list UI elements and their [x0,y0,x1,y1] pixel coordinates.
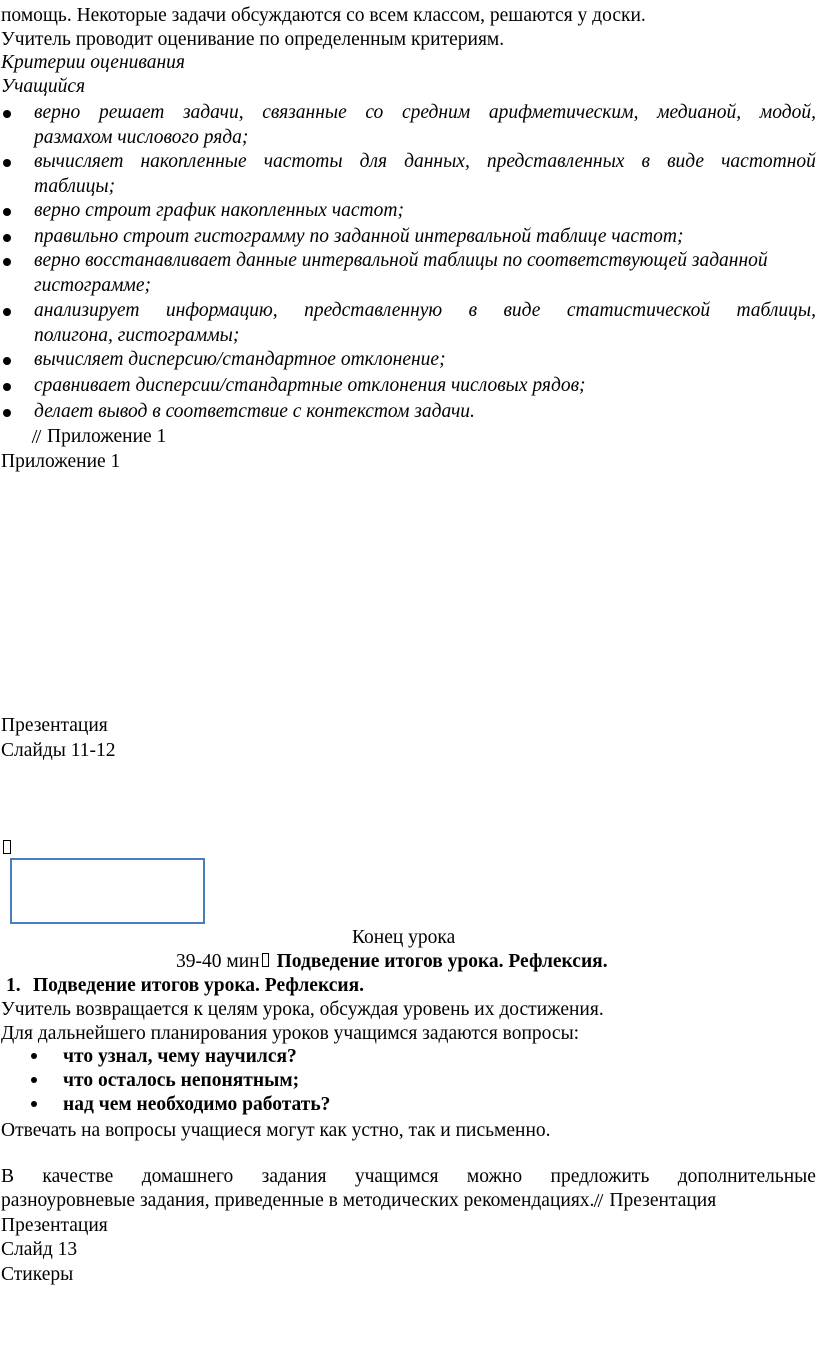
criteria-item [34,347,816,372]
criteria-item-line1: верно восстанавливает данные интервальной таблицы по соответствующей заданной [34,250,768,271]
word: дополнительные [677,1166,816,1187]
word: таблицы, [736,300,816,321]
bullet-icon [31,1077,37,1083]
criteria-item-line2: размахом числового ряда; [34,127,249,148]
word: данных, [404,151,470,172]
empty-textbox [10,858,205,924]
word: задания [261,1166,327,1187]
bullet-icon [3,258,11,266]
word: в [468,300,478,321]
word: верно [34,102,81,123]
word: накопленные [140,151,247,172]
slide-label: Слайд 13 [1,1239,78,1260]
word: статистической [566,300,711,321]
criteria-item-line1 [34,298,816,323]
word: можно [466,1166,523,1187]
word: представленную [304,300,443,321]
bullet-icon [3,159,11,167]
bullet-icon [3,357,11,365]
end-time-row [176,950,608,974]
criteria-item-line1: делает вывод в соответствие с контекстом задачи. [34,401,475,422]
end-title: Конец урока [352,927,456,948]
appendix-link[interactable] [34,425,166,449]
word: представленных [486,151,625,172]
bullet-icon [3,409,11,417]
intro-line-2: Учитель проводит оценивание по определенным критериям. [1,29,505,50]
appendix-link-label[interactable]: Приложение 1 [47,426,167,447]
criteria-item [34,399,816,424]
placeholder-glyph-icon [262,953,269,967]
word: вычисляет [34,151,124,172]
presentation-label: Презентация [1,715,108,736]
word: качестве [42,1166,114,1187]
criteria-item-line2: полигона, гистограммы; [34,325,240,346]
word: информацию, [165,300,278,321]
question-item: что узнал, чему научился? [63,1046,297,1067]
bullet-icon [3,208,11,216]
homework-presentation-link[interactable]: Презентация [609,1190,717,1211]
criteria-item-line1 [34,149,816,174]
word: решает [98,102,165,123]
word: виде [667,151,705,172]
criteria-item [34,373,816,398]
word: частотной [721,151,816,172]
link-icon [594,1194,604,1207]
reflection-p2: Для дальнейшего планирования уроков учащимся задаются вопросы: [1,1023,580,1044]
criteria-item [34,224,816,249]
bullet-icon [3,383,11,391]
criteria-item-line1 [34,100,816,125]
homework-line2-text: разноуровневые задания, приведенные в методических рекомендациях. [1,1190,595,1211]
word: домашнего [141,1166,234,1187]
end-stage: Подведение итогов урока. Рефлексия. [276,951,608,972]
word: арифметическим, [488,102,639,123]
criteria-item-line2: гистограмме; [34,275,151,296]
bullet-icon [3,308,11,316]
word: в [641,151,650,172]
criteria-item-line2: таблицы; [34,176,116,197]
criteria-item [34,100,816,150]
reflection-p3: Отвечать на вопросы учащиеся могут как устно, так и письменно. [1,1120,551,1141]
word: В [1,1166,15,1187]
criteria-item [34,298,816,348]
reflection-p1: Учитель возвращается к целям урока, обсуждая уровень их достижения. [1,999,604,1020]
criteria-heading: Критерии оценивания [1,52,185,73]
word: задачи, [182,102,244,123]
end-time: 39-40 мин [176,951,260,972]
bullet-icon [3,110,11,118]
bullet-icon [3,234,11,242]
criteria-item-line1: сравнивает дисперсии/стандартные отклонения числовых рядов; [34,375,586,396]
word: медианой, [657,102,742,123]
question-item: над чем необходимо работать? [63,1094,331,1115]
bullet-icon [31,1053,37,1059]
criteria-item [34,149,816,199]
intro-line-1: помощь. Некоторые задачи обсуждаются со всем классом, решаются у доски. [1,5,646,26]
appendix-label: Приложение 1 [1,451,121,472]
word: частоты [263,151,343,172]
placeholder-glyph-icon [3,840,11,854]
criteria-item [34,248,816,298]
word: для [359,151,388,172]
reflection-heading: Подведение итогов урока. Рефлексия. [33,975,365,996]
word: связанные [262,102,347,123]
reflection-number: 1. [6,975,21,996]
criteria-item-line1: вычисляет дисперсию/стандартное отклонение; [34,349,446,370]
word: модой, [759,102,816,123]
criteria-item-line1: правильно строит гистограмму по заданной интервальной таблице частот; [34,226,684,247]
stickers-label: Стикеры [1,1264,74,1285]
criteria-item [34,198,816,223]
word: предложить [550,1166,650,1187]
link-icon [32,430,42,443]
word: анализирует [34,300,140,321]
word: виде [503,300,541,321]
homework-line1 [1,1165,816,1189]
slides-label: Слайды 11-12 [1,740,116,761]
criteria-subheading: Учащийся [1,76,86,97]
homework-line2 [1,1189,816,1213]
word: со [365,102,384,123]
bullet-icon [31,1101,37,1107]
question-item: что осталось непонятным; [63,1070,300,1091]
presentation-label-2: Презентация [1,1215,108,1236]
criteria-item-line1: верно строит график накопленных частот; [34,200,404,221]
homework-paragraph [1,1165,816,1213]
word: средним [401,102,471,123]
word: учащимся [354,1166,439,1187]
